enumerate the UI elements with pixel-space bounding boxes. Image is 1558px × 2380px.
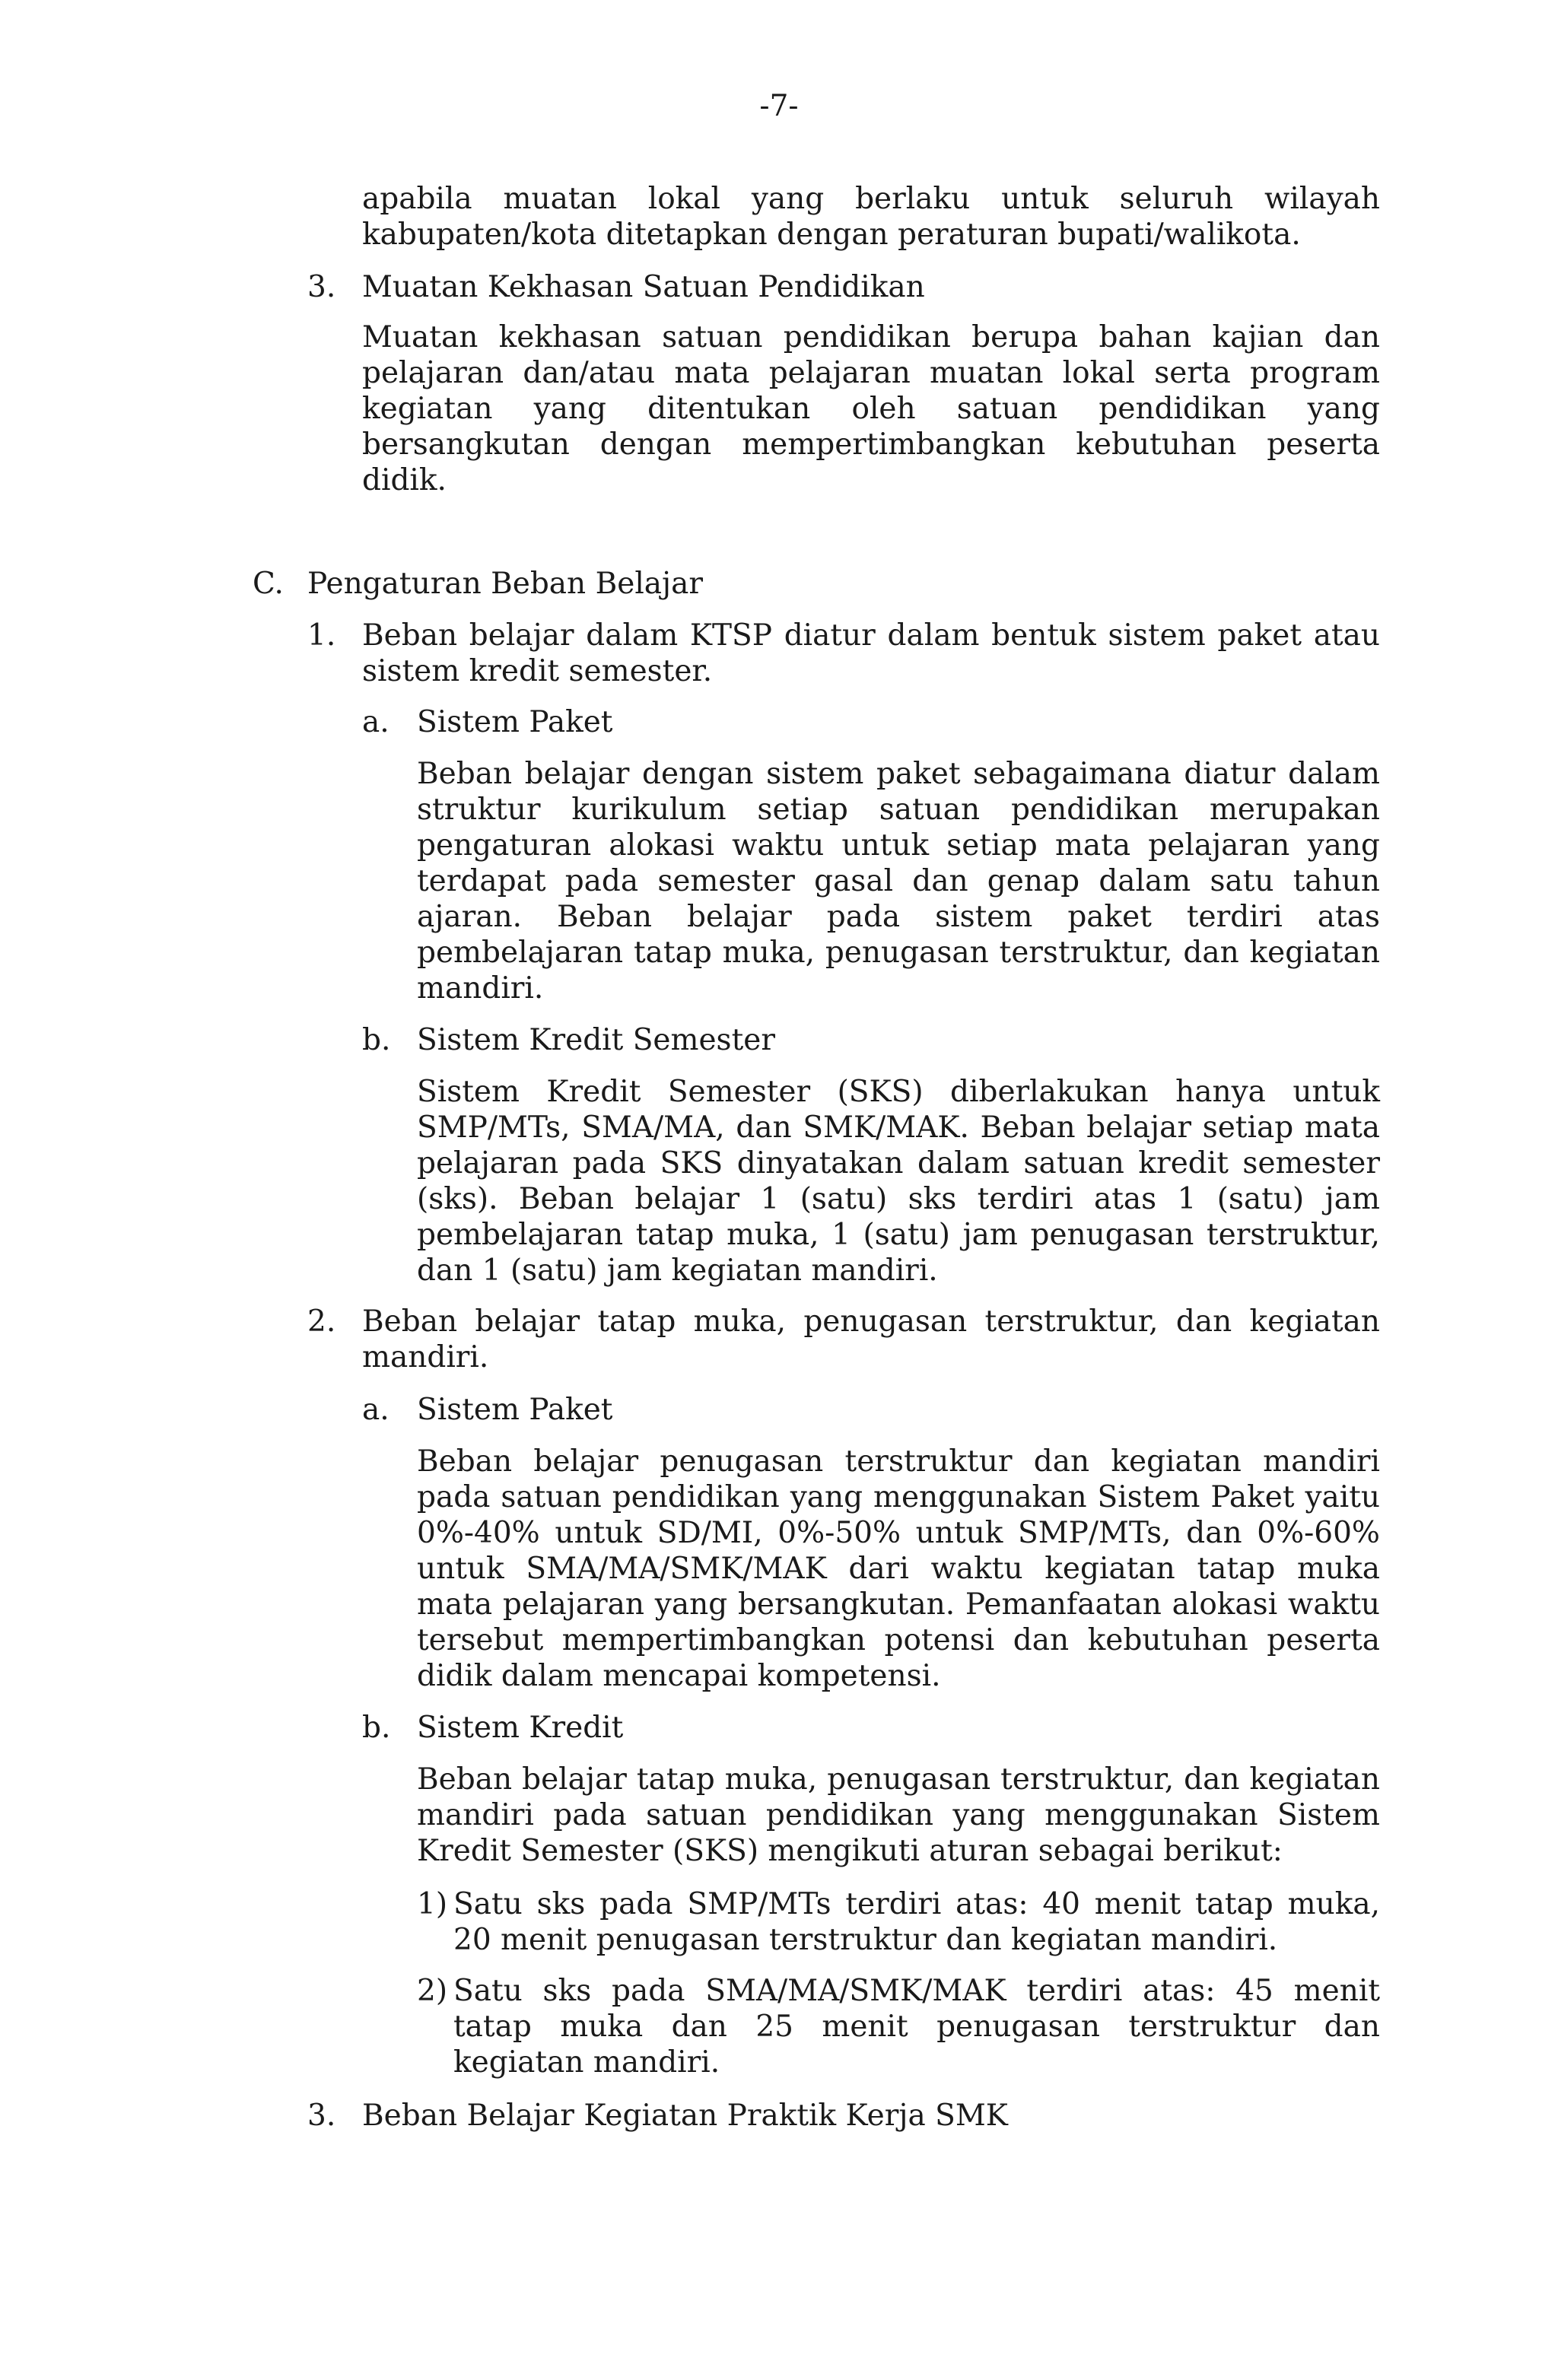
section-heading: Pengaturan Beban Belajar: [307, 567, 704, 601]
item-text: Beban belajar dalam KTSP diatur dalam bentuk sistem paket atau sistem kredit semester.: [362, 618, 1380, 688]
sub-item-letter: b.: [362, 1711, 391, 1745]
point-number: 1): [417, 1887, 448, 1921]
section-letter: C.: [253, 567, 284, 601]
sub-item-letter: a.: [362, 1393, 390, 1427]
point-text: Satu sks pada SMP/MTs terdiri atas: 40 menit tatap muka, 20 menit penugasan terstruktur dan kegiatan mandiri.: [453, 1887, 1380, 1957]
intro-paragraph: apabila muatan lokal yang berlaku untuk seluruh wilayah kabupaten/kota ditetapkan dengan peraturan bupati/walikota.: [362, 182, 1380, 252]
sub-item-body: Beban belajar penugasan terstruktur dan kegiatan mandiri pada satuan pendidikan yang menggunakan Sistem Paket yaitu 0%-40% untuk SD/MI, 0%-50% untuk SMP/MTs, dan 0%-60% untuk SMA/MA/SMK/MAK dari waktu kegiatan tatap muka mata pelajaran yang bersangkutan. Pemanfaatan alokasi waktu tersebut mempertimbangkan potensi dan kebutuhan peserta didik dalam mencapai kompetensi.: [417, 1444, 1380, 1693]
sub-item-heading: Sistem Paket: [417, 1393, 613, 1427]
sub-item-body: Beban belajar dengan sistem paket sebagaimana diatur dalam struktur kurikulum setiap satuan pendidikan merupakan pengaturan alokasi waktu untuk setiap mata pelajaran yang terdapat pada semester gasal dan genap dalam satu tahun ajaran. Beban belajar pada sistem paket terdiri atas pembelajaran tatap muka, penugasan terstruktur, dan kegiatan mandiri.: [417, 757, 1380, 1006]
page-number: -7-: [759, 89, 799, 123]
sub-item-letter: b.: [362, 1023, 391, 1057]
item-number: 3.: [307, 270, 336, 304]
item-heading: Muatan Kekhasan Satuan Pendidikan: [362, 270, 925, 304]
sub-item-body: Beban belajar tatap muka, penugasan terstruktur, dan kegiatan mandiri pada satuan pendidikan yang menggunakan Sistem Kredit Semester (SKS) mengikuti aturan sebagai berikut:: [417, 1762, 1380, 1868]
sub-item-heading: Sistem Paket: [417, 705, 613, 739]
sub-item-letter: a.: [362, 705, 390, 739]
item-number: 3.: [307, 2099, 336, 2133]
item-text: Beban Belajar Kegiatan Praktik Kerja SMK: [362, 2099, 1008, 2133]
item-text: Beban belajar tatap muka, penugasan terstruktur, dan kegiatan mandiri.: [362, 1304, 1380, 1374]
point-number: 2): [417, 1974, 448, 2008]
item-number: 1.: [307, 618, 336, 653]
item-number: 2.: [307, 1304, 336, 1339]
sub-item-body: Sistem Kredit Semester (SKS) diberlakukan hanya untuk SMP/MTs, SMA/MA, dan SMK/MAK. Beban belajar setiap mata pelajaran pada SKS dinyatakan dalam satuan kredit semester (sks). Beban belajar 1 (satu) sks terdiri atas 1 (satu) jam pembelajaran tatap muka, 1 (satu) jam penugasan terstruktur, dan 1 (satu) jam kegiatan mandiri.: [417, 1075, 1380, 1288]
sub-item-heading: Sistem Kredit: [417, 1711, 624, 1745]
sub-item-heading: Sistem Kredit Semester: [417, 1023, 775, 1057]
item-body: Muatan kekhasan satuan pendidikan berupa bahan kajian dan pelajaran dan/atau mata pelajaran muatan lokal serta program kegiatan yang ditentukan oleh satuan pendidikan yang bersangkutan dengan mempertimbangkan kebutuhan peserta didik.: [362, 320, 1380, 497]
point-text: Satu sks pada SMA/MA/SMK/MAK terdiri atas: 45 menit tatap muka dan 25 menit penugasan terstruktur dan kegiatan mandiri.: [453, 1974, 1380, 2080]
